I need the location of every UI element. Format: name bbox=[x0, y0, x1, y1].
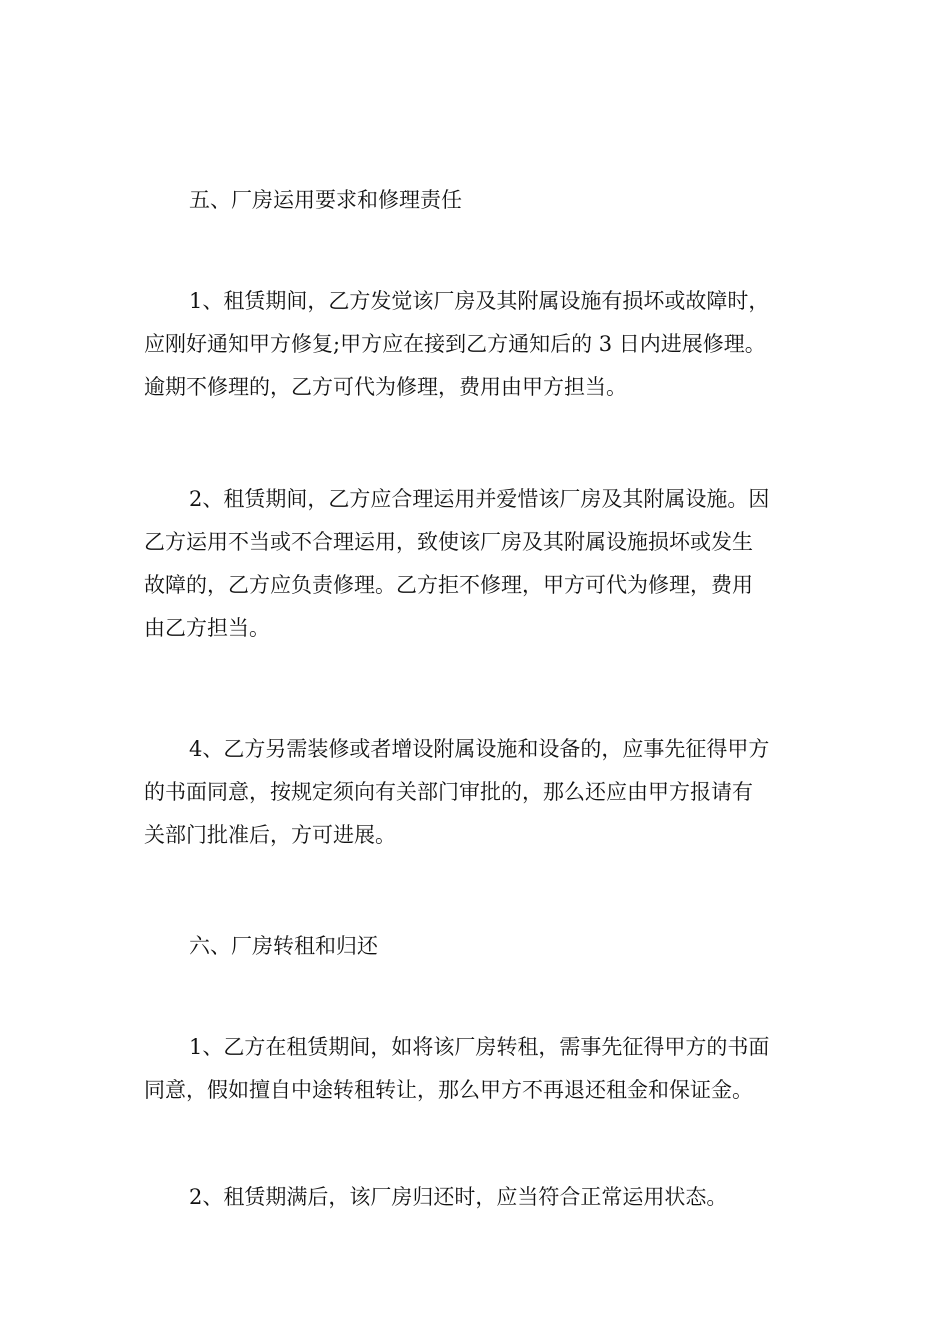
paragraph-line: 1、乙方在租赁期间，如将该厂房转租，需事先征得甲方的书面 bbox=[189, 1035, 770, 1059]
paragraph-line: 2、租赁期间，乙方应合理运用并爱惜该厂房及其附属设施。因 bbox=[189, 487, 770, 511]
paragraph-line: 4、乙方另需装修或者增设附属设施和设备的，应事先征得甲方 bbox=[189, 737, 770, 761]
paragraph-line: 同意，假如擅自中途转租转让，那么甲方不再退还租金和保证金。 bbox=[144, 1078, 753, 1102]
section-heading-5 bbox=[144, 179, 808, 222]
heading-text: 五、厂房运用要求和修理责任 bbox=[189, 188, 462, 212]
paragraph-5-2 bbox=[144, 478, 808, 650]
section-heading-6 bbox=[144, 925, 808, 968]
paragraph-6-2 bbox=[144, 1176, 808, 1219]
paragraph-6-1 bbox=[144, 1026, 808, 1112]
paragraph-line: 关部门批准后，方可进展。 bbox=[144, 823, 396, 847]
paragraph-line: 乙方运用不当或不合理运用，致使该厂房及其附属设施损坏或发生 bbox=[144, 530, 753, 554]
paragraph-line: 1、租赁期间，乙方发觉该厂房及其附属设施有损坏或故障时， bbox=[189, 289, 770, 313]
paragraph-5-4 bbox=[144, 728, 808, 857]
paragraph-line: 应刚好通知甲方修复;甲方应在接到乙方通知后的 3 日内进展修理。 bbox=[144, 332, 766, 356]
paragraph-line: 的书面同意，按规定须向有关部门审批的，那么还应由甲方报请有 bbox=[144, 780, 753, 804]
paragraph-line: 逾期不修理的，乙方可代为修理，费用由甲方担当。 bbox=[144, 375, 627, 399]
paragraph-line: 故障的，乙方应负责修理。乙方拒不修理，甲方可代为修理，费用 bbox=[144, 573, 753, 597]
paragraph-line: 2、租赁期满后，该厂房归还时，应当符合正常运用状态。 bbox=[189, 1185, 728, 1209]
heading-text: 六、厂房转租和归还 bbox=[189, 934, 378, 958]
paragraph-5-1 bbox=[144, 280, 808, 409]
paragraph-line: 由乙方担当。 bbox=[144, 616, 270, 640]
